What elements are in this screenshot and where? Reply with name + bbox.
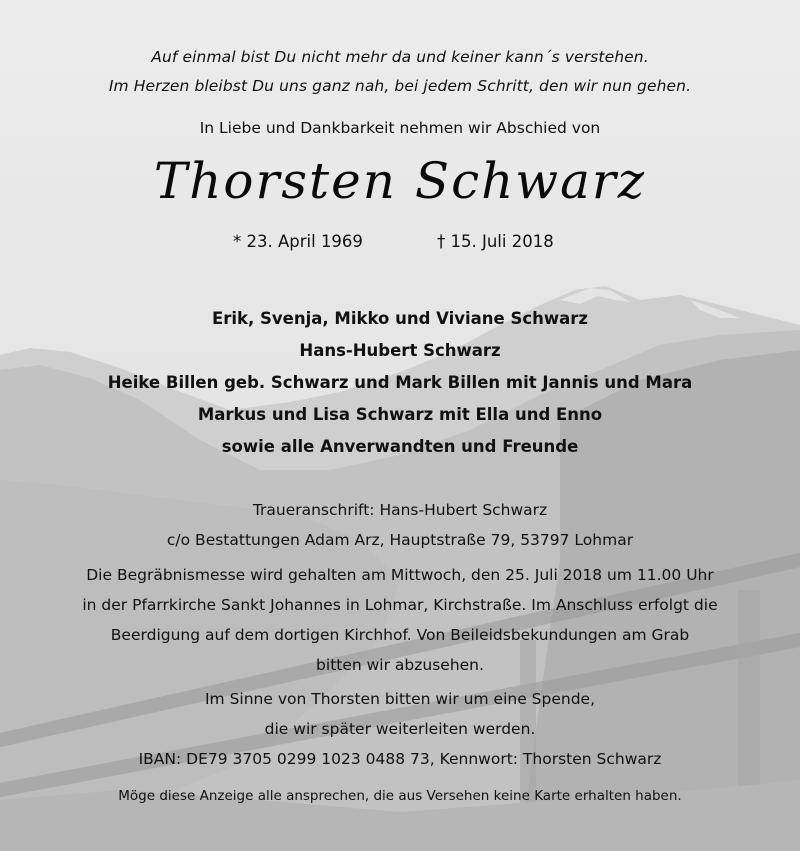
family-line-5: sowie alle Anverwandten und Freunde xyxy=(221,437,579,456)
donation-line-1: Im Sinne von Thorsten bitten wir um eine Spende, xyxy=(204,690,596,708)
life-dates xyxy=(0,232,800,254)
deceased-name: Thorsten Schwarz xyxy=(153,152,647,210)
service-line-1: Die Begräbnismesse wird gehalten am Mittwoch, den 25. Juli 2018 um 11.00 Uhr xyxy=(86,566,714,584)
address-line-2: c/o Bestattungen Adam Arz, Hauptstraße 79, 53797 Lohmar xyxy=(166,531,634,549)
birth-date: * 23. April 1969 xyxy=(233,232,363,251)
address-line-1: Traueranschrift: Hans-Hubert Schwarz xyxy=(252,501,548,519)
verse-line-2: Im Herzen bleibst Du uns ganz nah, bei jedem Schritt, den wir nun gehen. xyxy=(108,77,692,95)
family-line-2: Hans-Hubert Schwarz xyxy=(299,341,501,360)
intro-text: In Liebe und Dankbarkeit nehmen wir Abschied von xyxy=(199,119,601,137)
service-line-2: in der Pfarrkirche Sankt Johannes in Lohmar, Kirchstraße. Im Anschluss erfolgt die xyxy=(82,596,718,614)
donation-line-2: die wir später weiterleiten werden. xyxy=(264,720,536,738)
family-line-3: Heike Billen geb. Schwarz und Mark Billen mit Jannis und Mara xyxy=(107,373,693,392)
family-line-4: Markus und Lisa Schwarz mit Ella und Enno xyxy=(197,405,603,424)
service-line-3: Beerdigung auf dem dortigen Kirchhof. Von Beileidsbekundungen am Grab xyxy=(110,626,690,644)
service-line-4: bitten wir abzusehen. xyxy=(316,656,484,674)
death-date: † 15. Juli 2018 xyxy=(437,232,554,251)
footer-note: Möge diese Anzeige alle ansprechen, die aus Versehen keine Karte erhalten haben. xyxy=(118,788,682,804)
verse-line-1: Auf einmal bist Du nicht mehr da und keiner kann´s verstehen. xyxy=(151,48,649,66)
donation-line-3: IBAN: DE79 3705 0299 1023 0488 73, Kennwort: Thorsten Schwarz xyxy=(138,750,662,768)
family-line-1: Erik, Svenja, Mikko und Viviane Schwarz xyxy=(211,309,589,328)
